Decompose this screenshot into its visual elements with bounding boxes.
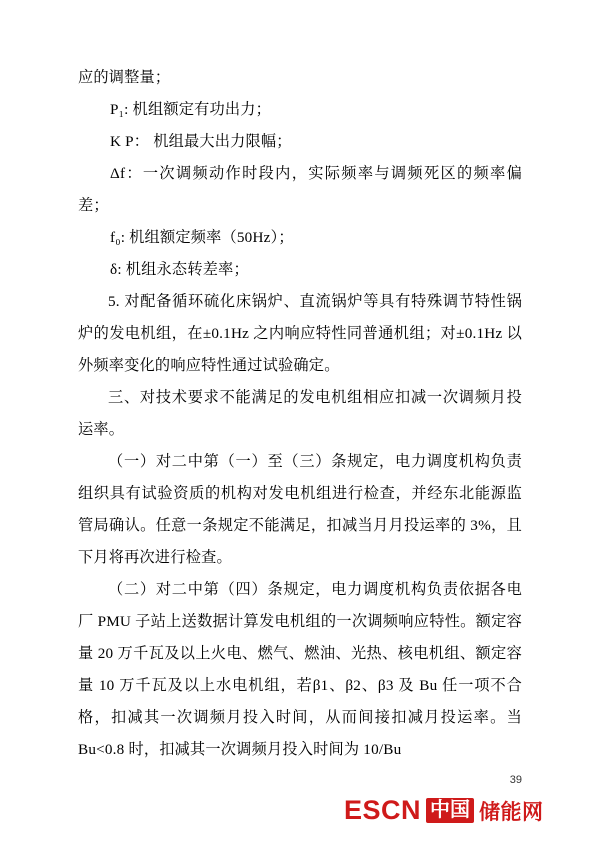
watermark-logo <box>344 795 544 826</box>
paragraph: Δf：一次调频动作时段内，实际频率与调频死区的频率偏差； <box>78 165 522 214</box>
paragraph: K P： 机组最大出力限幅； <box>110 133 292 150</box>
watermark-brand-cn-box: 中国 <box>426 798 474 823</box>
paragraph: 应的调整量； <box>78 69 171 86</box>
watermark-brand-cn-rest: 储能网 <box>479 800 544 824</box>
paragraph: 三、对技术要求不能满足的发电机组相应扣减一次调频月投运率。 <box>78 389 522 438</box>
page-number: 39 <box>509 774 522 786</box>
paragraph: P₁: 机组额定有功出力； <box>110 101 272 118</box>
document-body <box>78 62 522 766</box>
paragraph: （一）对二中第（一）至（三）条规定，电力调度机构负责组织具有试验资质的机构对发电机组进行检查，并经东北能源监管局确认。任意一条规定不能满足，扣减当月月投运率的 3%，且下月将再次进行检查。 <box>78 453 522 566</box>
paragraph: f₀: 机组额定频率（50Hz）； <box>110 229 294 246</box>
watermark-brand-latin: ESCN <box>344 795 422 825</box>
paragraph: 5. 对配备循环硫化床锅炉、直流锅炉等具有特殊调节特性锅炉的发电机组，在±0.1Hz 之内响应特性同普通机组；对±0.1Hz 以外频率变化的响应特性通过试验确定。 <box>78 293 522 374</box>
paragraph: （二）对二中第（四）条规定，电力调度机构负责依据各电厂 PMU 子站上送数据计算发电机组的一次调频响应特性。额定容量 20 万千瓦及以上火电、燃气、燃油、光热、核电机组、额定容量 10 万千瓦及以上水电机组，若β1、β2、β3 及 Bu 任一项不合格，扣减其一次调频月投入时间，从而间接扣减月投运率。当 Bu<0.8 时，扣减其一次调频月投入时间为 10/Bu <box>78 581 522 758</box>
paragraph: δ: 机组永态转差率； <box>110 261 249 278</box>
